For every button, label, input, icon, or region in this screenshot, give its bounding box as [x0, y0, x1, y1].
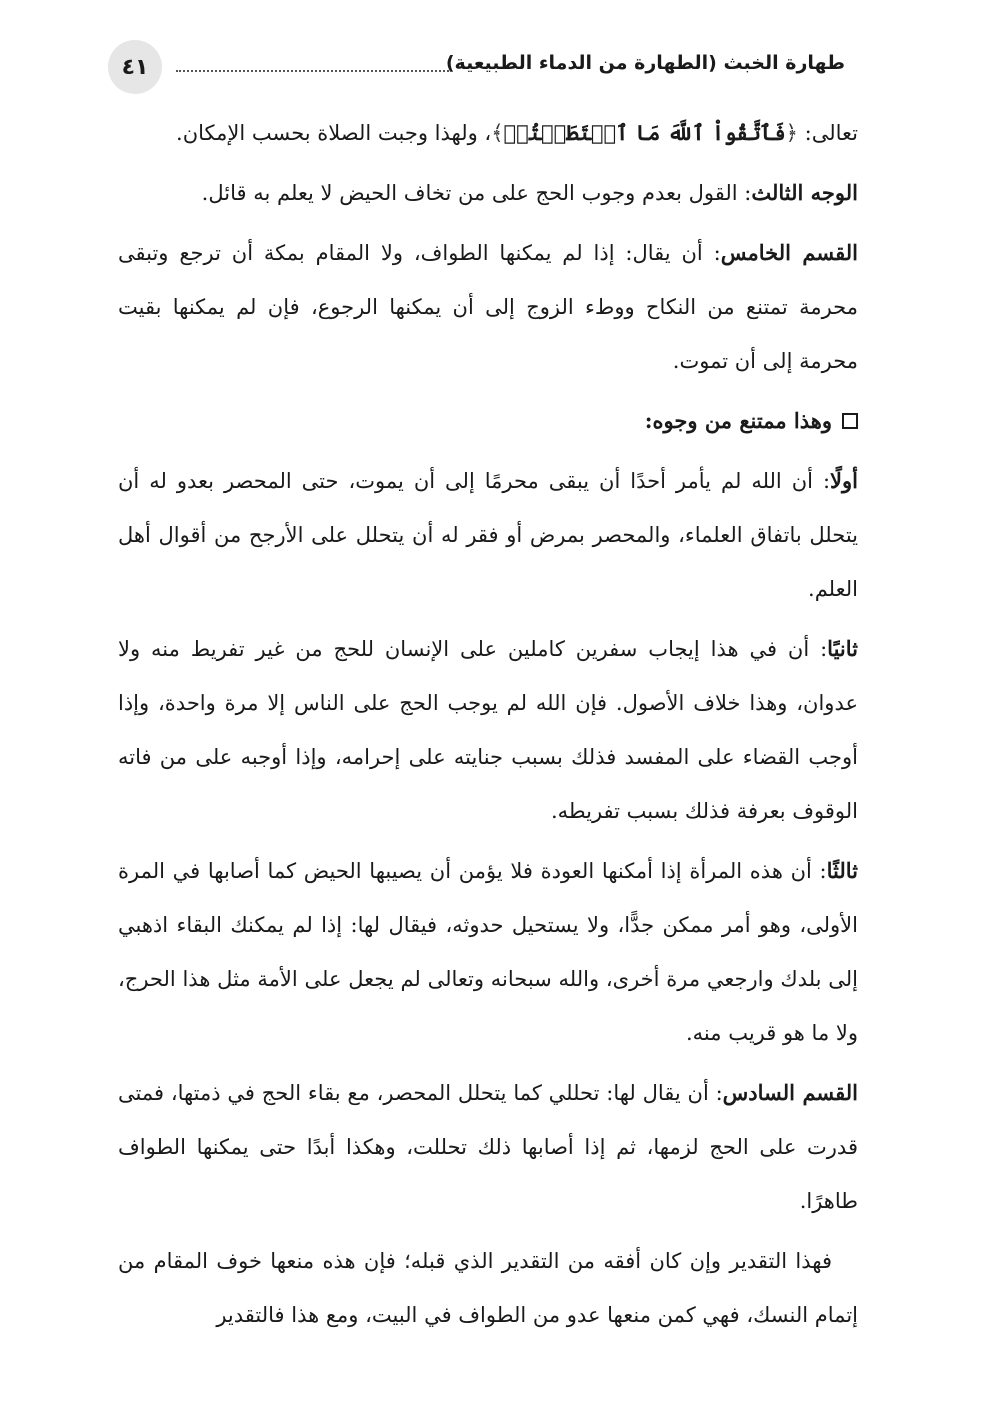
paragraph-third-point [118, 844, 858, 1060]
paragraph-conclusion [118, 1234, 858, 1342]
paragraph-label: ثانيًا [827, 636, 858, 661]
paragraph-fifth-section [118, 226, 858, 388]
paragraph-label: أولًا [830, 468, 858, 493]
page-body [118, 106, 858, 1348]
quran-verse: فَٱتَّقُواْ ٱللَّهَ مَا ٱسۡتَطَعۡتُمۡ [503, 120, 786, 145]
paragraph-third-aspect [118, 166, 858, 220]
paragraph-text: فهذا التقدير وإن كان أفقه من التقدير الذي قبله؛ فإن هذه منعها خوف المقام من إتمام النسك، فهي كمن منعها عدو من الطواف في البيت، ومع هذا فالتقدير [118, 1249, 858, 1327]
paragraph-text: : أن الله لم يأمر أحدًا أن يبقى محرمًا إلى أن يموت، حتى المحصر بعدو له أن يتحلل باتفاق العلماء، والمحصر بمرض أو فقر له أن يتحلل على الأرجح من أقوال أهل العلم. [118, 469, 858, 601]
paragraph-text: : أن هذه المرأة إذا أمكنها العودة فلا يؤمن أن يصيبها الحيض كما أصابها في المرة الأولى، وهو أمر ممكن جدًّا، ولا يستحيل حدوثه، فيقال لها: إذا لم يمكنك البقاء اذهبي إلى بلدك وارجعي مرة أخرى، والله سبحانه وتعالى لم يجعل على الأمة مثل هذا الحرج، ولا ما هو قريب منه. [118, 859, 858, 1045]
quran-open-bracket: ﴿ [785, 121, 798, 145]
page-header [108, 40, 853, 98]
header-dotted-leader [176, 70, 449, 72]
paragraph-text: : أن في هذا إيجاب سفرين كاملين على الإنسان للحج من غير تفريط منه ولا عدوان، وهذا خلاف الأصول. فإن الله لم يوجب الحج على الناس إلا مرة واحدة، وإذا أوجب القضاء على المفسد فذلك بسبب جنايته على إحرامه، وإذا أوجبه على من فاته الوقوف بعرفة فذلك بسبب تفريطه. [118, 637, 858, 823]
paragraph-quran-citation [118, 106, 858, 160]
paragraph-label: القسم الخامس [720, 240, 858, 265]
paragraph-text: : القول بعدم وجوب الحج على من تخاف الحيض لا يعلم به قائل. [201, 181, 752, 205]
subheading-text: وهذا ممتنع من وجوه: [644, 408, 832, 433]
paragraph-text: تعالى: [797, 121, 858, 145]
paragraph-text: ، ولهذا وجبت الصلاة بحسب الإمكان. [176, 121, 492, 145]
paragraph-sixth-section [118, 1066, 858, 1228]
quran-close-bracket: ﴾ [491, 121, 504, 145]
page-number: ٤١ [108, 40, 162, 94]
paragraph-text: : أن يقال: إذا لم يمكنها الطواف، ولا المقام بمكة أن ترجع وتبقى محرمة تمتنع من النكاح ووطء الزوج إلى أن يمكنها الرجوع، فإن لم يمكنها بقيت محرمة إلى أن تموت. [118, 241, 858, 373]
running-title: طهارة الخبث (الطهارة من الدماء الطبيعية) [445, 52, 845, 74]
subheading [118, 394, 858, 448]
paragraph-first-point [118, 454, 858, 616]
paragraph-label: الوجه الثالث [751, 180, 858, 205]
paragraph-second-point [118, 622, 858, 838]
paragraph-label: ثالثًا [826, 858, 858, 883]
paragraph-text: : أن يقال لها: تحللي كما يتحلل المحصر، مع بقاء الحج في ذمتها، فمتى قدرت على الحج لزمها، ثم إذا أصابها ذلك تحللت، وهكذا أبدًا حتى يمكنها الطواف طاهرًا. [118, 1081, 858, 1213]
checkbox-square-icon [842, 413, 858, 429]
paragraph-label: القسم السادس [722, 1080, 859, 1105]
